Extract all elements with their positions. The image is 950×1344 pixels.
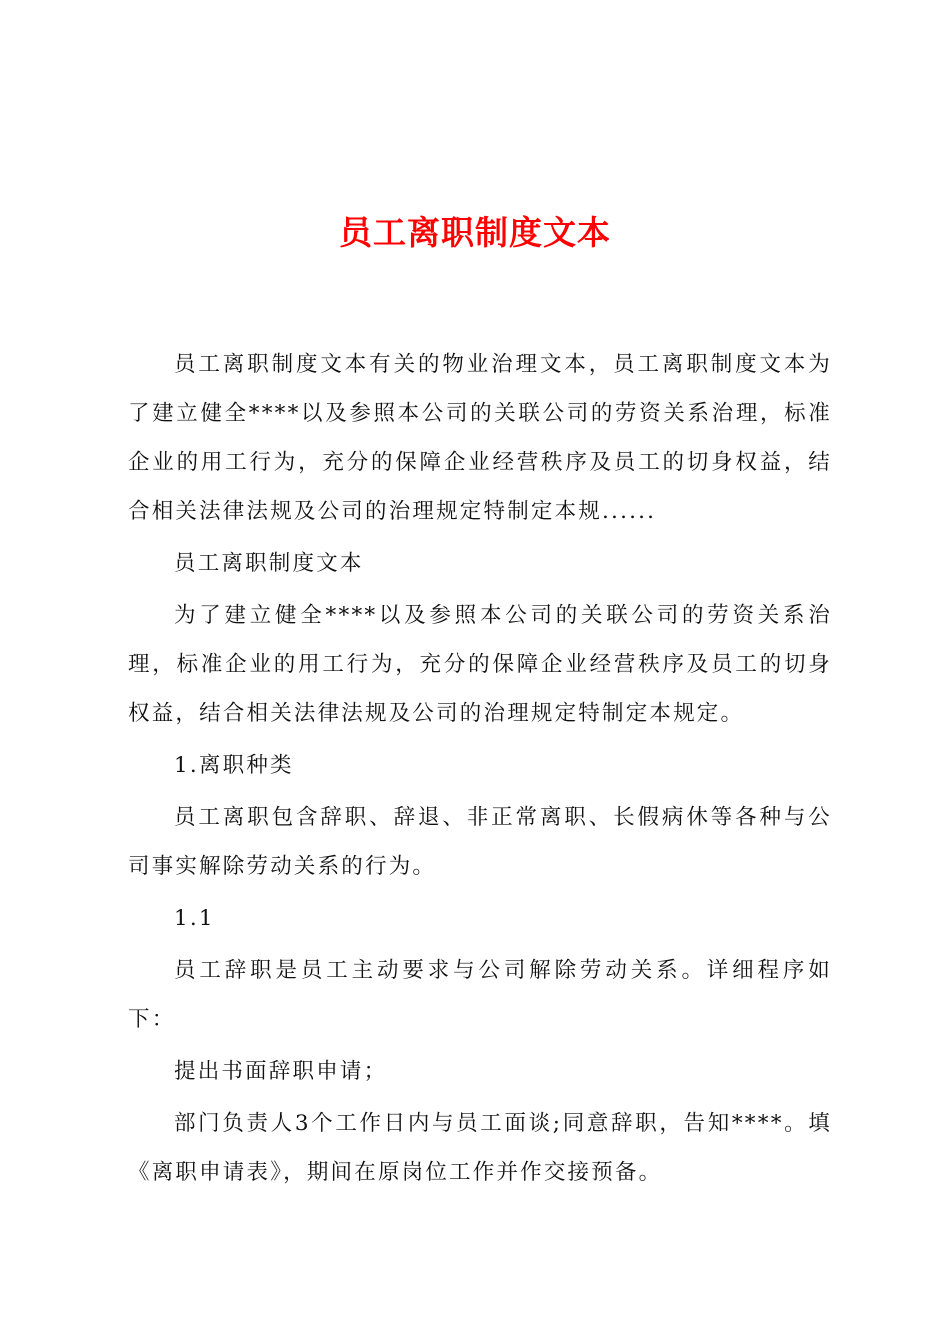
section-heading-1-1: 1.1 [174,906,215,931]
document-body [128,340,832,1200]
document-title: 员工离职制度文本 [339,213,611,252]
paragraph-purpose: 为了建立健全****以及参照本公司的关联公司的劳资关系治理，标准企业的用工行为，充分的保障企业经营秩序及员工的切身权益，结合相关法律法规及公司的治理规定特制定本规定。 [128,603,832,726]
section-heading-1: 1.离职种类 [174,753,294,778]
paragraph-step-interview: 部门负责人3个工作日内与员工面谈;同意辞职，告知****。填《离职申请表》，期间在原岗位工作并作交接预备。 [128,1111,832,1185]
paragraph-subtitle: 员工离职制度文本 [174,551,364,576]
paragraph-intro: 员工离职制度文本有关的物业治理文本，员工离职制度文本为了建立健全****以及参照本公司的关联公司的劳资关系治理，标准企业的用工行为，充分的保障企业经营秩序及员工的切身权益，结合相关法律法规及公司的治理规定特制定本规...... [128,352,832,524]
paragraph-types: 员工离职包含辞职、辞退、非正常离职、长假病休等各种与公司事实解除劳动关系的行为。 [128,805,832,879]
paragraph-step-apply: 提出书面辞职申请； [174,1059,388,1084]
paragraph-resignation: 员工辞职是员工主动要求与公司解除劳动关系。详细程序如下： [128,958,832,1032]
